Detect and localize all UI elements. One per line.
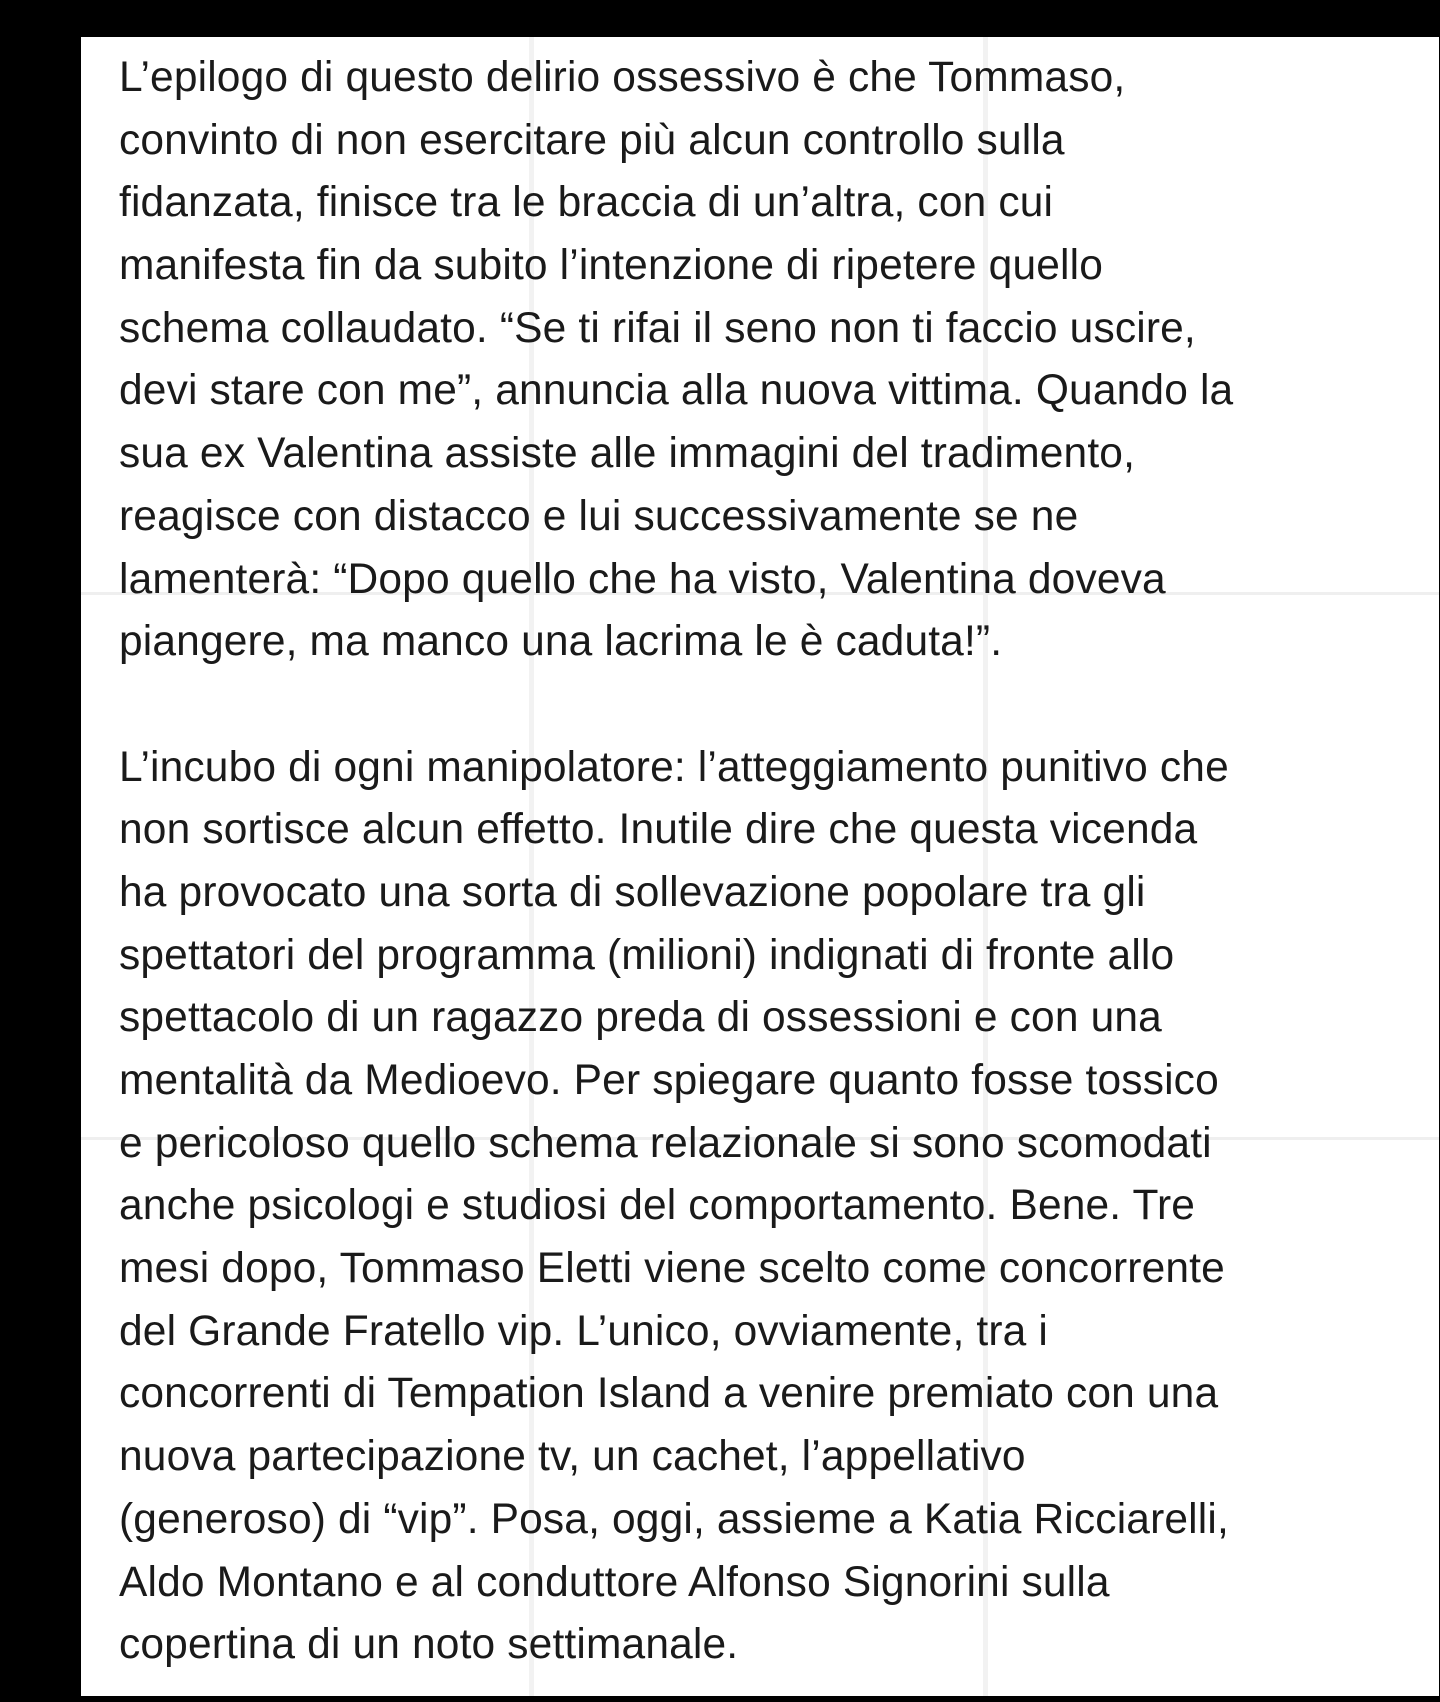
text-line: concorrenti di Tempation Island a venire premiato con una <box>119 1370 1219 1418</box>
text-line: L’incubo di ogni manipolatore: l’atteggiamento punitivo che <box>119 743 1229 791</box>
text-line: del Grande Fratello vip. L’unico, ovviamente, tra i <box>119 1307 1048 1355</box>
text-line: manifesta fin da subito l’intenzione di ripetere quello <box>119 242 1103 290</box>
text-line: sua ex Valentina assiste alle immagini del tradimento, <box>119 430 1136 478</box>
text-line: piangere, ma manco una lacrima le è caduta!”. <box>119 618 1003 666</box>
document-page <box>81 37 1439 1696</box>
text-line: nuova partecipazione tv, un cachet, l’appellativo <box>119 1433 1026 1481</box>
text-line: devi stare con me”, annuncia alla nuova vittima. Quando la <box>119 367 1234 415</box>
text-line: ha provocato una sorta di sollevazione popolare tra gli <box>119 868 1146 916</box>
text-line: mentalità da Medioevo. Per spiegare quanto fosse tossico <box>119 1057 1219 1104</box>
article-text <box>119 47 1439 1677</box>
text-line: copertina di un noto settimanale. <box>119 1621 739 1669</box>
text-line: convinto di non esercitare più alcun controllo sulla <box>119 116 1065 164</box>
text-line: non sortisce alcun effetto. Inutile dire che questa vicenda <box>119 806 1198 854</box>
text-line: mesi dopo, Tommaso Eletti viene scelto come concorrente <box>119 1245 1225 1293</box>
text-line: e pericoloso quello schema relazionale si sono scomodati <box>119 1119 1212 1167</box>
paragraph-gap <box>119 674 1439 737</box>
text-line: Aldo Montano e al conduttore Alfonso Signorini sulla <box>119 1558 1110 1606</box>
text-line: anche psicologi e studiosi del comportamento. Bene. Tre <box>119 1182 1196 1230</box>
text-line: spettatori del programma (milioni) indignati di fronte allo <box>119 931 1175 979</box>
text-line: spettacolo di un ragazzo preda di ossessioni e con una <box>119 994 1162 1042</box>
paragraph-2 <box>119 737 1439 1677</box>
text-line: fidanzata, finisce tra le braccia di un’altra, con cui <box>119 179 1054 227</box>
text-line: lamenterà: “Dopo quello che ha visto, Valentina doveva <box>119 555 1166 603</box>
text-line: schema collaudato. “Se ti rifai il seno non ti faccio uscire, <box>119 304 1196 352</box>
text-line: reagisce con distacco e lui successivamente se ne <box>119 492 1079 540</box>
text-line: (generoso) di “vip”. Posa, oggi, assieme a Katia Ricciarelli, <box>119 1495 1229 1543</box>
paragraph-1 <box>119 47 1439 674</box>
text-line: L’epilogo di questo delirio ossessivo è che Tommaso, <box>119 54 1126 101</box>
